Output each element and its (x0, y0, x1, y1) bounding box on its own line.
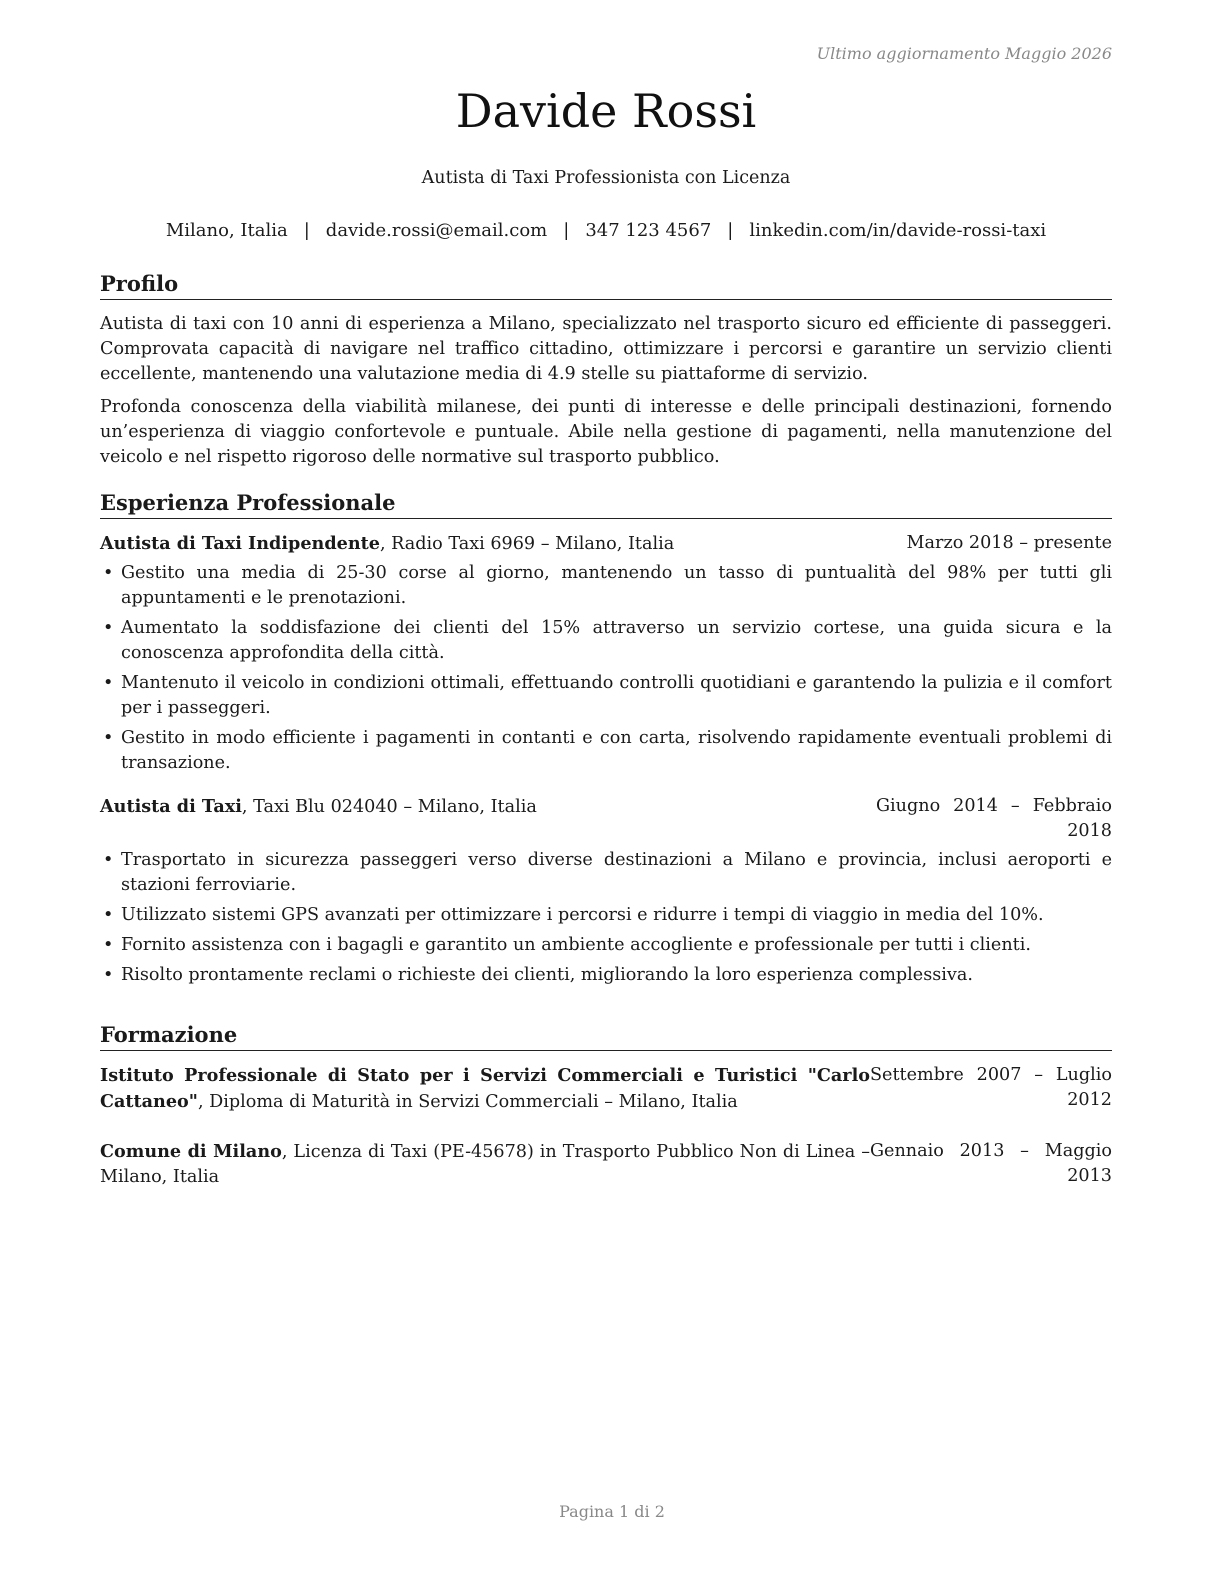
job-dates: Giugno 2014 – Febbraio 2018 (876, 796, 1112, 841)
education-section (100, 1021, 1112, 1190)
list-item: • Mantenuto il veicolo in condizioni ottimali, effettuando controlli quotidiani e garantendo la pulizia e il comfort per i passeggeri. (100, 671, 1112, 721)
education-detail: , Licenza di Taxi (PE-45678) in Trasporto Pubblico Non di Linea – Milano, Italia (100, 1142, 870, 1187)
job-company: , Radio Taxi 6969 – Milano, Italia (379, 534, 675, 554)
profile-paragraph: Profonda conoscenza della viabilità milanese, dei punti di interesse e delle principali destinazioni, fornendo un’esperienza di viaggio confortevole e puntuale. Abile nella gestione di pagamenti, nella manutenzione del veicolo e nel rispetto rigoroso delle normative sul trasporto pubblico. (100, 397, 1112, 467)
profile-paragraph: Autista di taxi con 10 anni di esperienza a Milano, specializzato nel trasporto sicuro ed efficiente di passeggeri. Comprovata capacità di navigare nel traffico cittadino, ottimizzare i percorsi e garantire un servizio clienti eccellente, mantenendo una valutazione media di 4.9 stelle su piattaforme di servizio. (100, 314, 1112, 384)
list-item: • Trasportato in sicurezza passeggeri verso diverse destinazioni a Milano e provincia, inclusi aeroporti e stazioni ferroviarie. (100, 848, 1112, 898)
job-dates: Marzo 2018 – presente (906, 533, 1112, 553)
list-item: • Utilizzato sistemi GPS avanzati per ottimizzare i percorsi e ridurre i tempi di viaggio in media del 10%. (100, 903, 1112, 928)
job-role: Autista di Taxi Indipendente (100, 533, 380, 554)
last-updated: Ultimo aggiornamento Maggio 2026 (816, 44, 1112, 63)
job-title: Autista di Taxi Professionista con Licenza (421, 168, 791, 188)
job-bullets (100, 561, 1112, 776)
job-header (100, 531, 1112, 557)
job-role: Autista di Taxi (100, 796, 242, 817)
list-item: • Fornito assistenza con i bagagli e garantito un ambiente accogliente e professionale per tutti i clienti. (100, 933, 1112, 958)
contact-phone: 347 123 4567 (585, 220, 712, 241)
contact-location: Milano, Italia (165, 220, 288, 241)
page-number: Pagina 1 di 2 (559, 1502, 665, 1521)
contact-separator: | (727, 220, 734, 241)
education-detail: , Diploma di Maturità in Servizi Commerciali – Milano, Italia (197, 1092, 738, 1112)
contact-separator: | (303, 220, 310, 241)
job-company: , Taxi Blu 024040 – Milano, Italia (241, 797, 537, 817)
list-item: • Gestito in modo efficiente i pagamenti in contanti e con carta, risolvendo rapidamente eventuali problemi di transazione. (100, 726, 1112, 776)
candidate-name: Davide Rossi (455, 84, 757, 138)
list-item: • Gestito una media di 25-30 corse al giorno, mantenendo un tasso di puntualità del 98% per tutti gli appuntamenti e le prenotazioni. (100, 561, 1112, 611)
job-bullets (100, 848, 1112, 988)
job-header (100, 794, 1112, 844)
education-institution: Istituto Professionale di Stato per i Servizi Commerciali e Turistici "Carlo Cattaneo" (100, 1065, 870, 1112)
profile-section (100, 270, 1112, 478)
contact-linkedin[interactable]: linkedin.com/in/davide-rossi-taxi (749, 220, 1047, 241)
education-institution: Comune di Milano (100, 1141, 282, 1162)
section-heading-profile: Profilo (100, 270, 1112, 300)
contact-separator: | (563, 220, 570, 241)
education-entry (100, 1063, 1112, 1115)
contact-email[interactable]: davide.rossi@email.com (325, 220, 548, 241)
education-dates: Settembre 2007 – Luglio 2012 (870, 1065, 1112, 1110)
education-dates: Gennaio 2013 – Maggio 2013 (870, 1141, 1112, 1186)
section-heading-experience: Esperienza Professionale (100, 489, 1112, 519)
section-heading-education: Formazione (100, 1021, 1112, 1051)
list-item: • Risolto prontamente reclami o richieste dei clienti, migliorando la loro esperienza complessiva. (100, 963, 1112, 988)
contact-line (100, 220, 1112, 241)
experience-section (100, 489, 1112, 993)
job-entry (100, 531, 1112, 776)
list-item: • Aumentato la soddisfazione dei clienti del 15% attraverso un servizio cortese, una guida sicura e la conoscenza approfondita della città. (100, 616, 1112, 666)
job-entry (100, 794, 1112, 988)
education-entry (100, 1139, 1112, 1190)
